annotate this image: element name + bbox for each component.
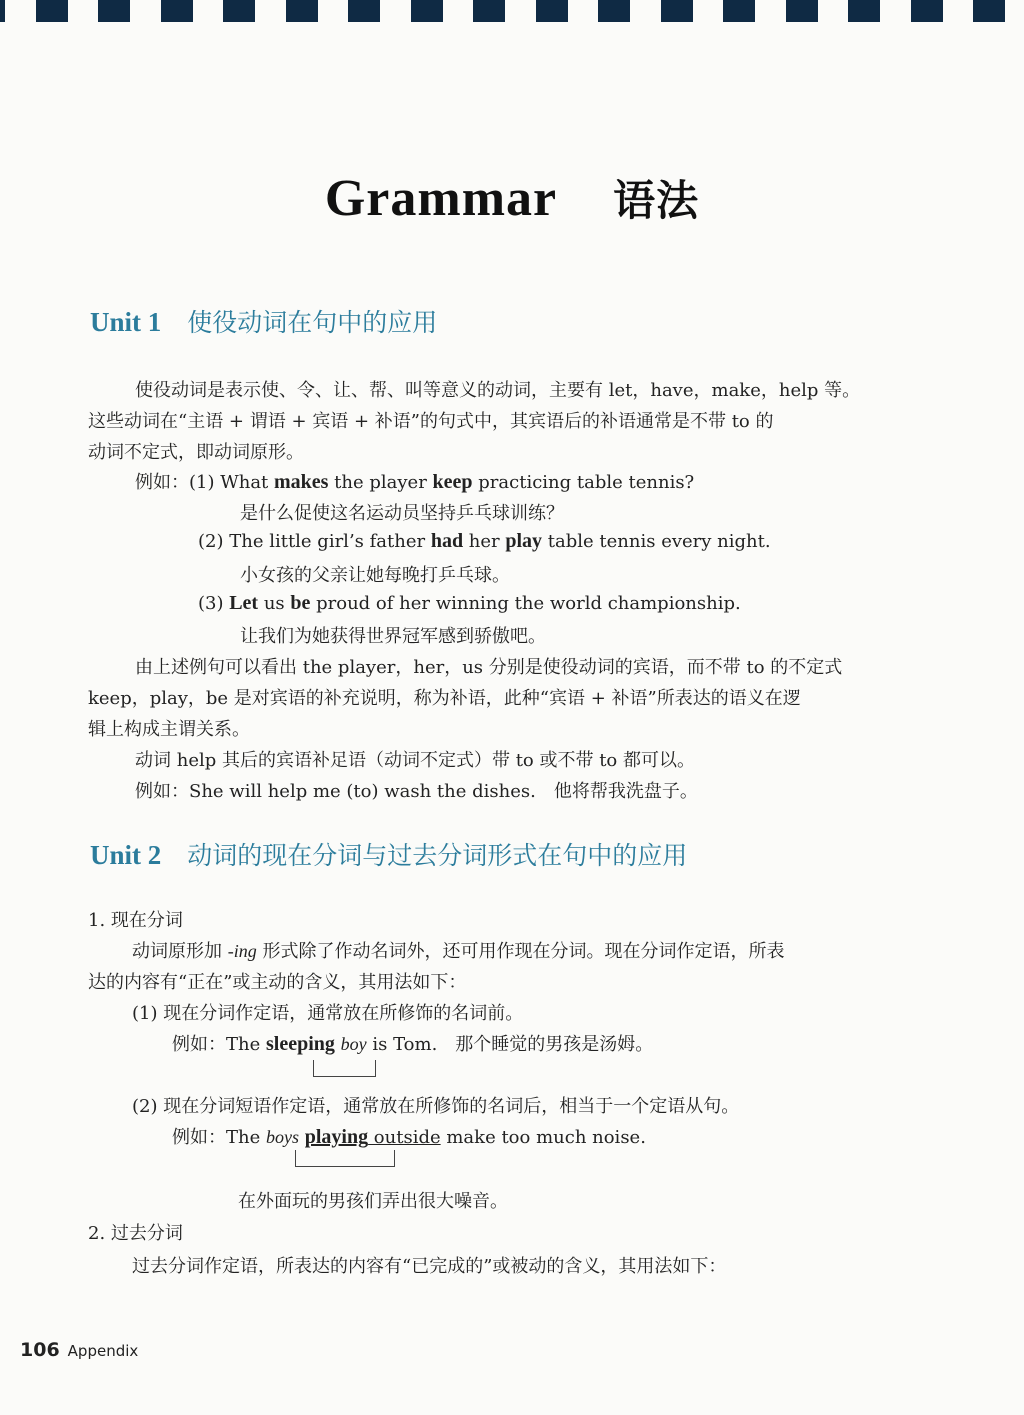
paragraph-line: 动词原形加 -ing 形式除了作动名词外，还可用作现在分词。现在分词作定语，所表 bbox=[132, 941, 785, 962]
border-square bbox=[161, 0, 193, 22]
paragraph-line: 过去分词作定语，所表达的内容有“已完成的”或被动的含义，其用法如下： bbox=[132, 1256, 727, 1277]
border-square bbox=[598, 0, 630, 22]
decorative-top-border bbox=[0, 0, 1024, 24]
border-square bbox=[348, 0, 380, 22]
example-1: 例如：(1) What makes the player keep practicing table tennis? bbox=[135, 471, 695, 493]
rule-2-translation: 在外面玩的男孩们弄出很大噪音。 bbox=[238, 1191, 508, 1212]
border-square bbox=[848, 0, 880, 22]
modifier-arrow bbox=[313, 1060, 376, 1077]
paragraph-line: 由上述例句可以看出 the player，her，us 分别是使役动词的宾语，而不带 to 的不定式 bbox=[135, 657, 843, 678]
unit1-heading: Unit 1 使役动词在句中的应用 bbox=[90, 307, 438, 337]
border-square bbox=[98, 0, 130, 22]
page-title: Grammar 语法 bbox=[324, 170, 700, 227]
section-heading: 1. 现在分词 bbox=[88, 910, 183, 931]
border-square bbox=[223, 0, 255, 22]
example-2: (2) The little girl’s father had her play table tennis every night. bbox=[198, 530, 771, 552]
border-square bbox=[786, 0, 818, 22]
page-footer: 106 Appendix bbox=[20, 1339, 139, 1361]
border-square bbox=[0, 0, 5, 22]
border-square bbox=[286, 0, 318, 22]
paragraph-line: keep，play，be 是对宾语的补充说明，称为补语，此种“宾语 + 补语”所表达的语义在逻 bbox=[88, 688, 801, 709]
example-2-translation: 小女孩的父亲让她每晚打乒乓球。 bbox=[240, 565, 510, 586]
border-square bbox=[723, 0, 755, 22]
border-square bbox=[411, 0, 443, 22]
section-heading: 2. 过去分词 bbox=[88, 1223, 183, 1244]
paragraph-line: 辑上构成主谓关系。 bbox=[88, 719, 250, 740]
border-square bbox=[473, 0, 505, 22]
rule-1-example: 例如：The sleeping boy is Tom. 那个睡觉的男孩是汤姆。 bbox=[172, 1033, 654, 1055]
border-square bbox=[36, 0, 68, 22]
rule-2: (2) 现在分词短语作定语，通常放在所修饰的名词后，相当于一个定语从句。 bbox=[132, 1096, 740, 1117]
paragraph-line: 动词 help 其后的宾语补足语（动词不定式）带 to 或不带 to 都可以。 bbox=[135, 750, 695, 771]
unit2-heading: Unit 2 动词的现在分词与过去分词形式在句中的应用 bbox=[90, 840, 688, 870]
rule-2-example: 例如：The boys playing outside make too much noise. bbox=[172, 1126, 646, 1148]
example-3: (3) Let us be proud of her winning the world championship. bbox=[198, 592, 741, 614]
border-square bbox=[911, 0, 943, 22]
example-3-translation: 让我们为她获得世界冠军感到骄傲吧。 bbox=[240, 626, 546, 647]
border-square bbox=[973, 0, 1005, 22]
example-1-translation: 是什么促使这名运动员坚持乒乓球训练？ bbox=[240, 503, 564, 524]
rule-1: (1) 现在分词作定语，通常放在所修饰的名词前。 bbox=[132, 1003, 524, 1024]
modifier-arrow bbox=[295, 1150, 395, 1167]
border-square bbox=[661, 0, 693, 22]
paragraph-line: 这些动词在“主语 + 谓语 + 宾语 + 补语”的句式中，其宾语后的补语通常是不带 to 的 bbox=[88, 411, 774, 432]
paragraph-line: 使役动词是表示使、令、让、帮、叫等意义的动词，主要有 let，have，make，help 等。 bbox=[135, 380, 861, 401]
paragraph-line: 达的内容有“正在”或主动的含义，其用法如下： bbox=[88, 972, 467, 993]
example-help: 例如：She will help me (to) wash the dishes. 他将帮我洗盘子。 bbox=[135, 781, 698, 802]
border-square bbox=[536, 0, 568, 22]
paragraph-line: 动词不定式，即动词原形。 bbox=[88, 442, 304, 463]
